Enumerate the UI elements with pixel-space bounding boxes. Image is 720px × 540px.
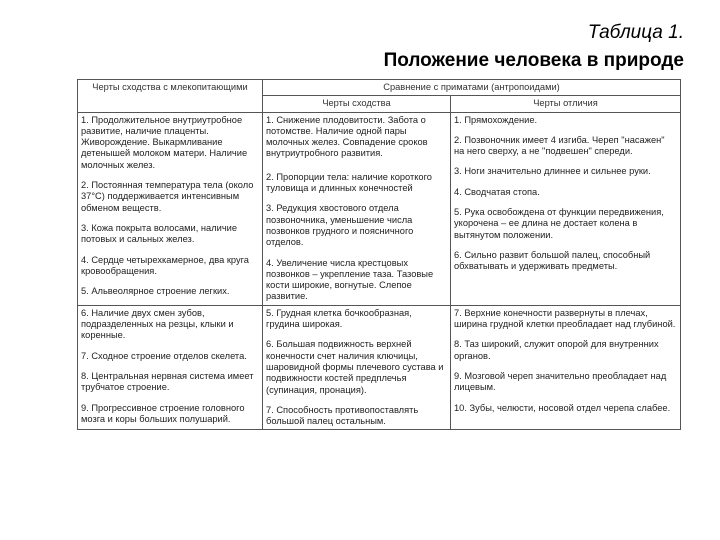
list-item: 10. Зубы, челюсти, носовой отдел черепа слабее. bbox=[454, 402, 671, 413]
list-item: 2. Постоянная температура тела (около 37°С) поддерживается интенсивным обменом веществ. bbox=[81, 180, 254, 213]
list-item: 3. Редукция хвостового отдела позвоночника, уменьшение числа позвонков грудного и поясничного отделов. bbox=[266, 203, 414, 248]
list-item: 9. Прогрессивное строение головного мозга и коры больших полушарий. bbox=[81, 402, 245, 424]
comparison-table bbox=[77, 79, 681, 430]
list-item: 8. Центральная нервная система имеет трубчатое строение. bbox=[81, 370, 254, 393]
similarities-cell bbox=[263, 112, 451, 305]
list-item: 7. Верхние конечности развернуты в плечах, ширина грудной клетки преобладает над глубиной. bbox=[454, 307, 676, 330]
list-item: 6. Большая подвижность верхней конечности счет наличия ключицы, шаровидной формы плечевого сустава и подвижности костей предплечья (супинация, пронация). bbox=[266, 339, 444, 395]
differences-cell bbox=[451, 305, 681, 430]
table-number: Таблица 1. bbox=[587, 22, 684, 43]
page-title: Положение человека в природе bbox=[383, 50, 684, 71]
list-item: 3. Кожа покрыта волосами, наличие потовых и сальных желез. bbox=[81, 222, 238, 245]
mammal-cell bbox=[78, 112, 263, 305]
list-item: 8. Таз широкий, служит опорой для внутренних органов. bbox=[454, 339, 659, 361]
list-item: 1. Снижение плодовитости. Забота о потомстве. Наличие одной пары молочных желез. Совпадение сроков внутриутробного развития. bbox=[266, 114, 428, 159]
differences-cell bbox=[451, 112, 681, 305]
list-item: 5. Альвеолярное строение легких. bbox=[81, 286, 230, 297]
list-item: 9. Мозговой череп значительно преобладает над лицевым. bbox=[454, 370, 667, 393]
list-item: 4. Сводчатая стопа. bbox=[454, 186, 540, 197]
list-item: 2. Пропорции тела: наличие короткого туловища и длинных конечностей bbox=[266, 171, 432, 194]
list-item: 7. Сходное строение отделов скелета. bbox=[81, 350, 247, 361]
list-item: 6. Наличие двух смен зубов, подразделенных на резцы, клыки и коренные. bbox=[81, 307, 234, 341]
list-item: 2. Позвоночник имеет 4 изгиба. Череп "насажен" на него сверху, а не "подвешен" спереди. bbox=[454, 134, 665, 157]
list-item: 6. Сильно развит большой палец, способный обхватывать и удерживать предметы. bbox=[454, 249, 651, 272]
list-item: 7. Способность противопоставлять большой палец остальным. bbox=[266, 404, 419, 427]
header-differences: Черты отличия bbox=[451, 96, 681, 112]
table-row bbox=[78, 305, 681, 430]
header-row-top bbox=[78, 80, 681, 96]
list-item: 1. Прямохождение. bbox=[454, 114, 538, 125]
table-row bbox=[78, 112, 681, 305]
list-item: 4. Сердце четырехкамерное, два круга кровообращения. bbox=[81, 254, 249, 276]
list-item: 5. Рука освобождена от функции передвижения, укорочена – ее длина не достает колена в вытянутом положении. bbox=[454, 207, 664, 240]
mammal-cell bbox=[78, 305, 263, 430]
header-mammal-similarities: Черты сходства с млекопитающими bbox=[78, 80, 263, 113]
header-ape-comparison: Сравнение с приматами (антропоидами) bbox=[263, 80, 681, 96]
list-item: 3. Ноги значительно длиннее и сильнее руки. bbox=[454, 166, 651, 177]
list-item: 1. Продолжительное внутриутробное развитие, наличие плаценты. Живорождение. Выкармливание детенышей молоком матери. Наличие молочных желез. bbox=[81, 114, 248, 170]
similarities-cell bbox=[263, 305, 451, 430]
list-item: 5. Грудная клетка бочкообразная, грудина широкая. bbox=[266, 307, 412, 330]
header-similarities: Черты сходства bbox=[263, 96, 451, 112]
list-item: 4. Увеличение числа крестцовых позвонков – укрепление таза. Тазовые кости широкие, вогнутые. Слепое развитие. bbox=[266, 257, 434, 302]
